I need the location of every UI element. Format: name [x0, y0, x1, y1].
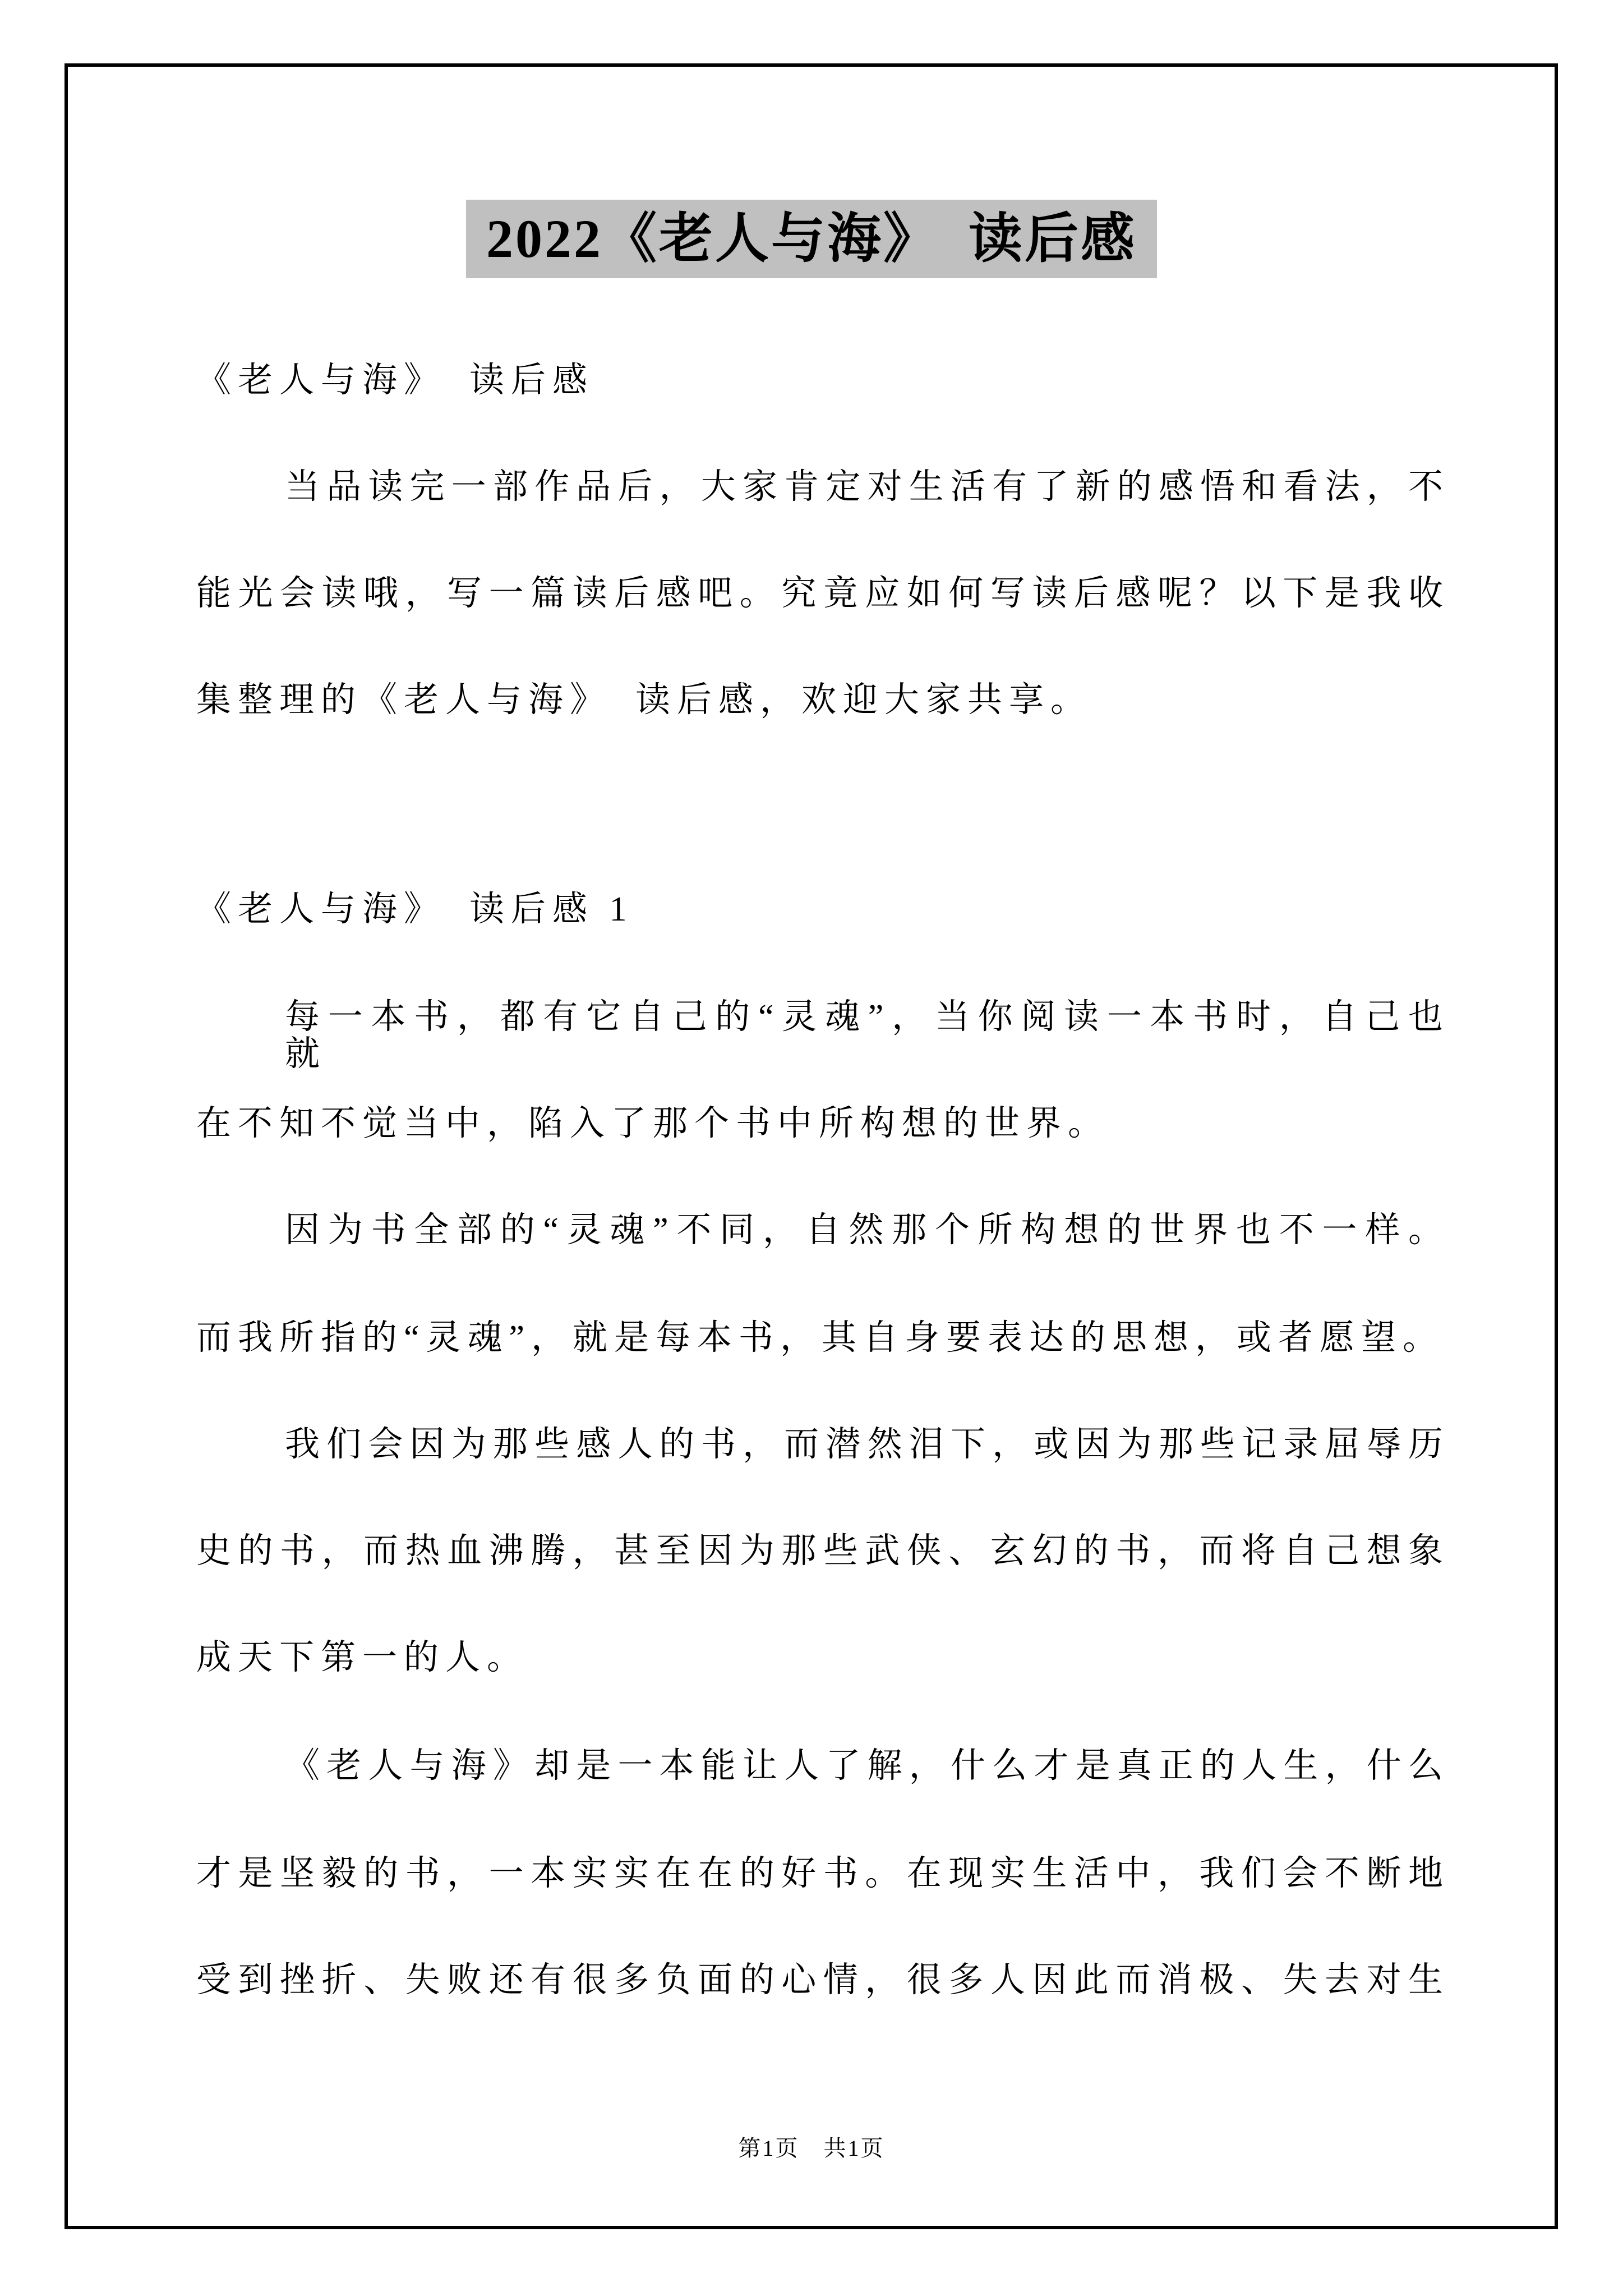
page-footer: 第1页 共1页 [738, 2136, 885, 2161]
body-line: 集整理的《老人与海》 读后感，欢迎大家共享。 [196, 681, 1092, 719]
body-line: 每一本书，都有它自己的“灵魂”，当你阅读一本书时，自己也就 [285, 998, 1450, 1073]
body-line: 《老人与海》 读后感 [196, 361, 594, 399]
body-line: 《老人与海》 读后感 1 [196, 890, 634, 928]
body-line: 我们会因为那些感人的书，而潜然泪下，或因为那些记录屈辱历 [285, 1425, 1450, 1464]
body-line: 而我所指的“灵魂”，就是每本书，其自身要表达的思想，或者愿望。 [196, 1319, 1445, 1357]
body-line: 受到挫折、失败还有很多负面的心情，很多人因此而消极、失去对生 [196, 1961, 1450, 1999]
body-line: 史的书，而热血沸腾，甚至因为那些武侠、玄幻的书，而将自己想象 [196, 1532, 1450, 1570]
body-line: 在不知不觉当中，陷入了那个书中所构想的世界。 [196, 1105, 1110, 1143]
body-line: 《老人与海》却是一本能让人了解，什么才是真正的人生，什么 [285, 1747, 1450, 1785]
title-row [68, 200, 1555, 278]
body-line: 当品读完一部作品后，大家肯定对生活有了新的感悟和看法，不 [285, 468, 1450, 506]
body-line: 因为书全部的“灵魂”不同，自然那个所构想的世界也不一样。 [285, 1211, 1450, 1249]
body-line: 成天下第一的人。 [196, 1639, 529, 1677]
body-line: 才是坚毅的书，一本实实在在的好书。在现实生活中，我们会不断地 [196, 1855, 1450, 1893]
body-line: 能光会读哦，写一篇读后感吧。究竟应如何写读后感呢？以下是我收 [196, 574, 1450, 613]
document-title: 2022《老人与海》 读后感 [466, 200, 1157, 278]
